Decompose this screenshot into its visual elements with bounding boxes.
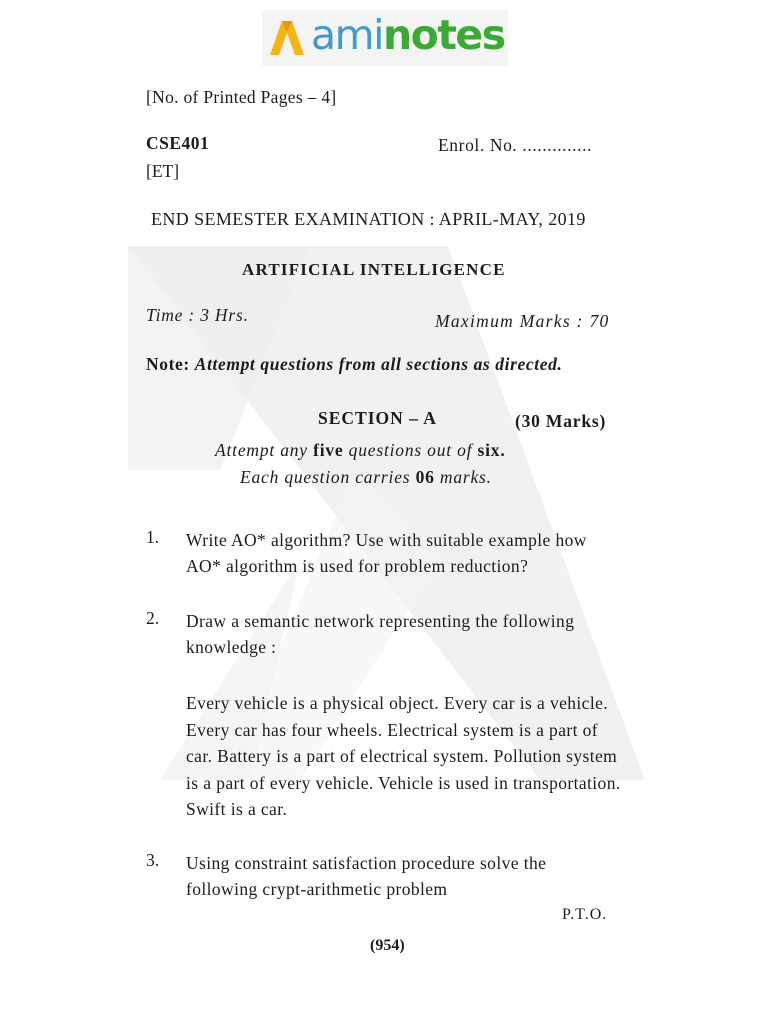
aminotes-logo xyxy=(262,10,508,66)
instruction-part: Attempt any xyxy=(215,440,308,460)
section-instruction-2 xyxy=(240,467,492,488)
question-text: Write AO* algorithm? Use with suitable example how AO* algorithm is used for problem reduction? xyxy=(186,530,587,576)
section-title: SECTION – A xyxy=(318,408,437,428)
printed-pages: [No. of Printed Pages – 4] xyxy=(146,87,337,107)
section-instruction-1 xyxy=(215,440,506,461)
pto-label: P.T.O. xyxy=(562,906,608,923)
maximum-marks: Maximum Marks : 70 xyxy=(435,311,610,331)
note-text: Attempt questions from all sections as directed. xyxy=(194,354,563,374)
instruction-part: questions out of xyxy=(348,440,473,460)
instruction-part: marks. xyxy=(439,467,492,487)
course-code: CSE401 xyxy=(146,133,210,153)
enrol-no-field: Enrol. No. .............. xyxy=(438,135,593,155)
note-label: Note: xyxy=(146,354,190,374)
question-detail: Every vehicle is a physical object. Every car is a vehicle. Every car has four wheels. Electrical system is a part of car. Battery is a part of electrical system. Pollution system is a part of every vehicle. Vehicle is used in transportation. Swift is a car. xyxy=(186,693,621,819)
logo-wordmark xyxy=(311,10,505,59)
instruction-emphasis: 06 xyxy=(415,467,435,487)
instruction-emphasis: six. xyxy=(477,440,506,460)
exam-title: END SEMESTER EXAMINATION : APRIL-MAY, 2019 xyxy=(151,209,586,229)
question-text: Using constraint satisfaction procedure solve the following crypt-arithmetic problem xyxy=(186,853,547,899)
subject-title: ARTIFICIAL INTELLIGENCE xyxy=(242,260,506,279)
question-number: 1. xyxy=(146,527,160,547)
paper-code: (954) xyxy=(370,937,405,954)
logo-text-notes: notes xyxy=(382,10,505,59)
note-line xyxy=(146,354,562,375)
aminotes-logo-icon xyxy=(266,17,308,59)
question-number: 2. xyxy=(146,608,160,628)
exam-time: Time : 3 Hrs. xyxy=(146,305,249,325)
question-text: Draw a semantic network representing the following knowledge : xyxy=(186,611,575,657)
section-marks: (30 Marks) xyxy=(515,411,607,431)
instruction-emphasis: five xyxy=(313,440,344,460)
logo-text-ami: ami xyxy=(311,10,383,59)
category-code: [ET] xyxy=(146,161,180,181)
instruction-part: Each question carries xyxy=(240,467,411,487)
question-number: 3. xyxy=(146,850,160,870)
